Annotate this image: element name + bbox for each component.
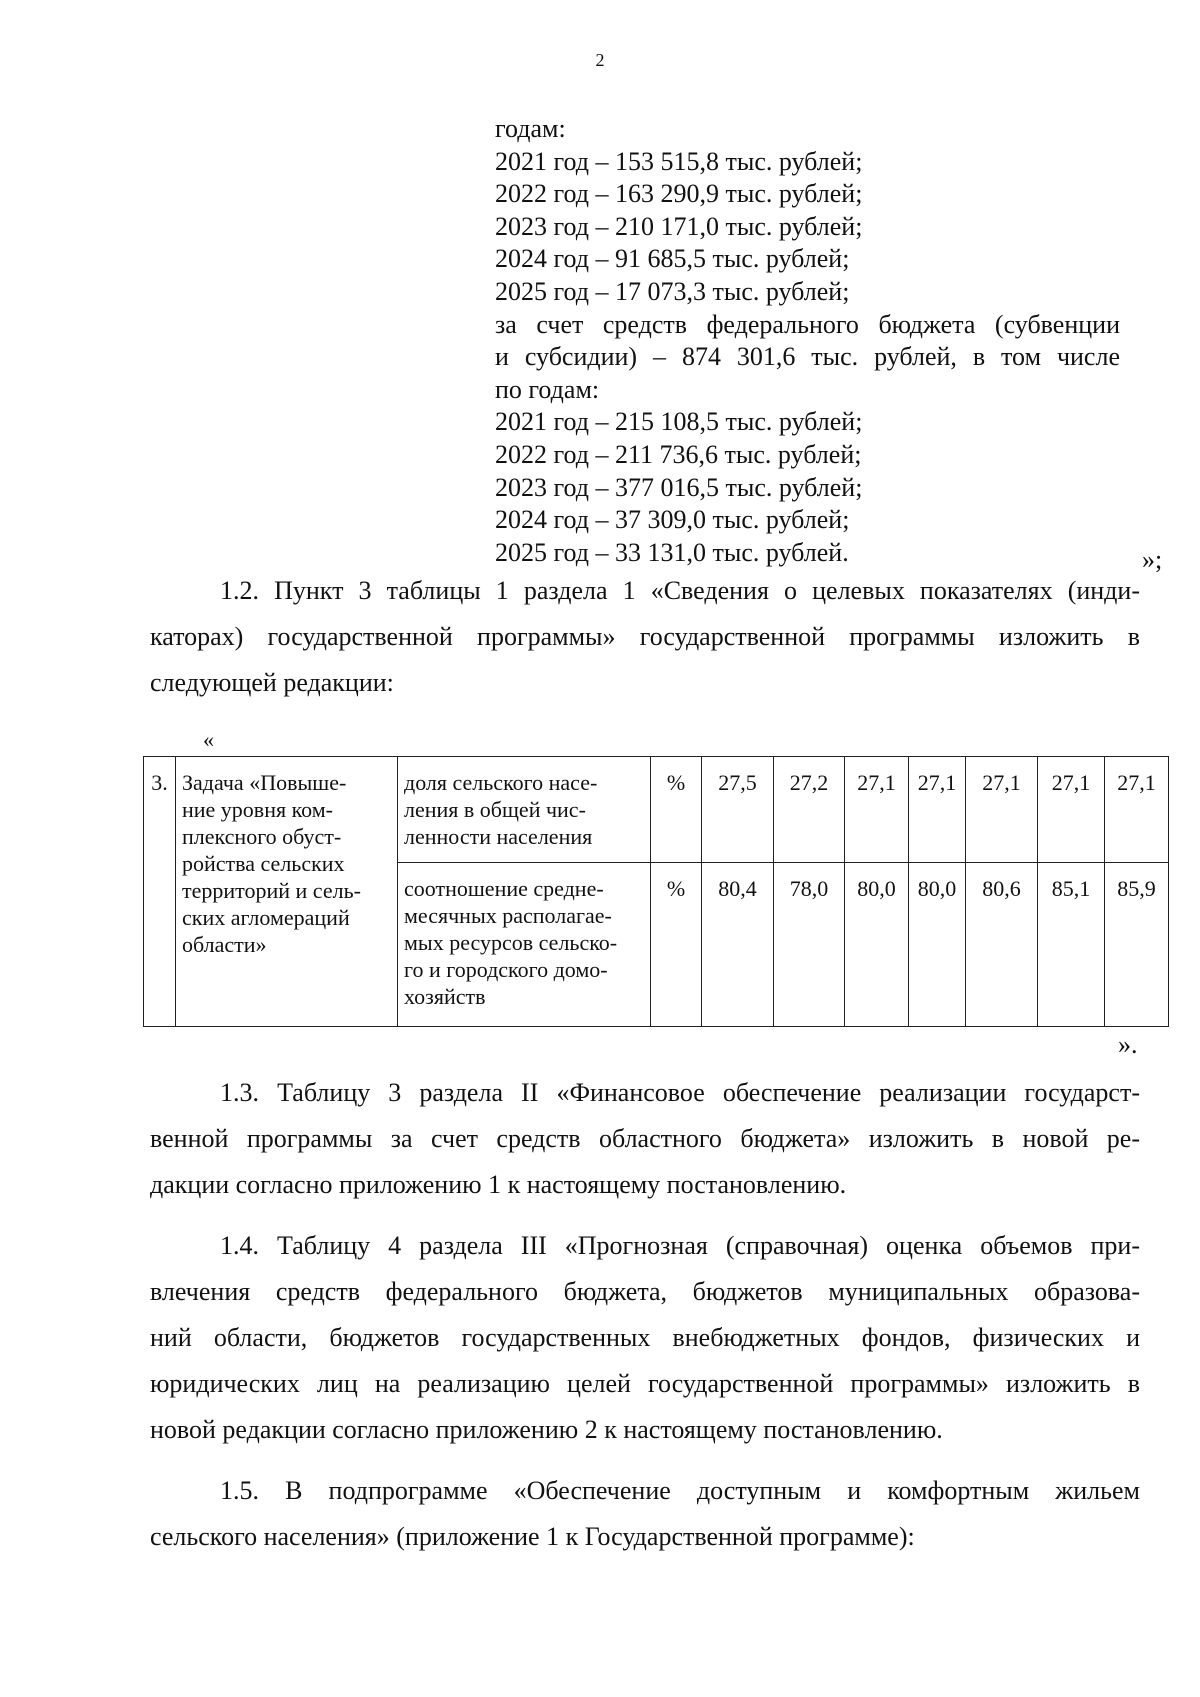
table-open-quote: « bbox=[203, 727, 214, 752]
funding-line: 2022 год – 211 736,6 тыс. рублей; bbox=[495, 439, 862, 469]
value-cell: 27,1 bbox=[1038, 757, 1105, 863]
federal-line: по годам: bbox=[495, 374, 600, 404]
value-cell: 85,9 bbox=[1105, 863, 1169, 1027]
funding-line: 2023 год – 377 016,5 тыс. рублей; bbox=[495, 472, 863, 502]
value-cell: 27,1 bbox=[966, 757, 1038, 863]
funding-line: годам: bbox=[495, 114, 566, 143]
table-row bbox=[144, 757, 1169, 863]
paragraph-line: влечения средств федерального бюджета, бюджетов муниципальных образова- bbox=[150, 1277, 1140, 1306]
paragraph-line: 1.5. В подпрограмме «Обеспечение доступным и комфортным жильем bbox=[220, 1476, 1140, 1505]
federal-line: за счет средств федерального бюджета (субвенции bbox=[495, 309, 1120, 339]
paragraph-line: 1.2. Пункт 3 таблицы 1 раздела 1 «Сведения о целевых показателях (инди- bbox=[220, 576, 1140, 605]
paragraph-1-3 bbox=[150, 1070, 1140, 1208]
funding-line: 2024 год – 91 685,5 тыс. рублей; bbox=[495, 244, 850, 274]
funding-line: 2023 год – 210 171,0 тыс. рублей; bbox=[495, 211, 863, 241]
funding-line: 2021 год – 153 515,8 тыс. рублей; bbox=[495, 146, 863, 176]
paragraph-1-2 bbox=[150, 568, 1140, 706]
closing-quote: »; bbox=[1142, 545, 1163, 574]
value-cell: 27,1 bbox=[845, 757, 909, 863]
paragraph-line: венной программы за счет средств областного бюджета» изложить в новой ре- bbox=[150, 1124, 1140, 1153]
paragraph-1-5 bbox=[150, 1468, 1140, 1560]
indicator-cell: соотношение средне- месячных располагае- мых ресурсов сельско- го и городского домо- хозяйств bbox=[398, 863, 651, 1027]
indicator-cell: доля сельского насе- ления в общей чис- ленности населения bbox=[398, 757, 651, 863]
paragraph-line: ний области, бюджетов государственных внебюджетных фондов, физических и bbox=[150, 1323, 1140, 1352]
funding-block bbox=[495, 113, 1120, 569]
paragraph-line: 1.4. Таблицу 4 раздела III «Прогнозная (справочная) оценка объемов при- bbox=[220, 1231, 1140, 1260]
unit-cell: % bbox=[651, 757, 702, 863]
value-cell: 80,0 bbox=[909, 863, 966, 1027]
indicators-table bbox=[143, 756, 1169, 1027]
task-cell: Задача «Повыше- ние уровня ком- плексного обуст- ройства сельских территорий и сель- ских агломераций области» bbox=[176, 757, 398, 1027]
page-number: 2 bbox=[595, 50, 605, 70]
value-cell: 80,0 bbox=[845, 863, 909, 1027]
value-cell: 27,2 bbox=[774, 757, 845, 863]
funding-line: 2024 год – 37 309,0 тыс. рублей; bbox=[495, 505, 850, 535]
paragraph-line: сельского населения» (приложение 1 к Государственной программе): bbox=[150, 1522, 915, 1551]
value-cell: 27,1 bbox=[1105, 757, 1169, 863]
funding-line: 2025 год – 33 131,0 тыс. рублей. bbox=[495, 537, 849, 567]
paragraph-line: 1.3. Таблицу 3 раздела II «Финансовое обеспечение реализации государст- bbox=[220, 1078, 1140, 1107]
funding-line: 2021 год – 215 108,5 тыс. рублей; bbox=[495, 407, 863, 437]
paragraph-line: юридических лиц на реализацию целей государственной программы» изложить в bbox=[150, 1369, 1140, 1398]
funding-line: 2025 год – 17 073,3 тыс. рублей; bbox=[495, 276, 850, 306]
paragraph-line: каторах) государственной программы» государственной программы изложить в bbox=[150, 622, 1140, 651]
paragraph-line: дакции согласно приложению 1 к настоящему постановлению. bbox=[150, 1170, 847, 1199]
value-cell: 27,1 bbox=[909, 757, 966, 863]
value-cell: 78,0 bbox=[774, 863, 845, 1027]
paragraph-1-4 bbox=[150, 1223, 1140, 1453]
unit-cell: % bbox=[651, 863, 702, 1027]
table-close-quote: ». bbox=[1118, 1030, 1138, 1059]
value-cell: 27,5 bbox=[702, 757, 774, 863]
row-number: 3. bbox=[144, 757, 176, 1027]
paragraph-line: новой редакции согласно приложению 2 к настоящему постановлению. bbox=[150, 1415, 943, 1444]
funding-line: 2022 год – 163 290,9 тыс. рублей; bbox=[495, 179, 863, 209]
paragraph-line: следующей редакции: bbox=[150, 668, 394, 697]
value-cell: 85,1 bbox=[1038, 863, 1105, 1027]
federal-line: и субсидии) – 874 301,6 тыс. рублей, в том числе bbox=[495, 342, 1120, 372]
value-cell: 80,4 bbox=[702, 863, 774, 1027]
value-cell: 80,6 bbox=[966, 863, 1038, 1027]
